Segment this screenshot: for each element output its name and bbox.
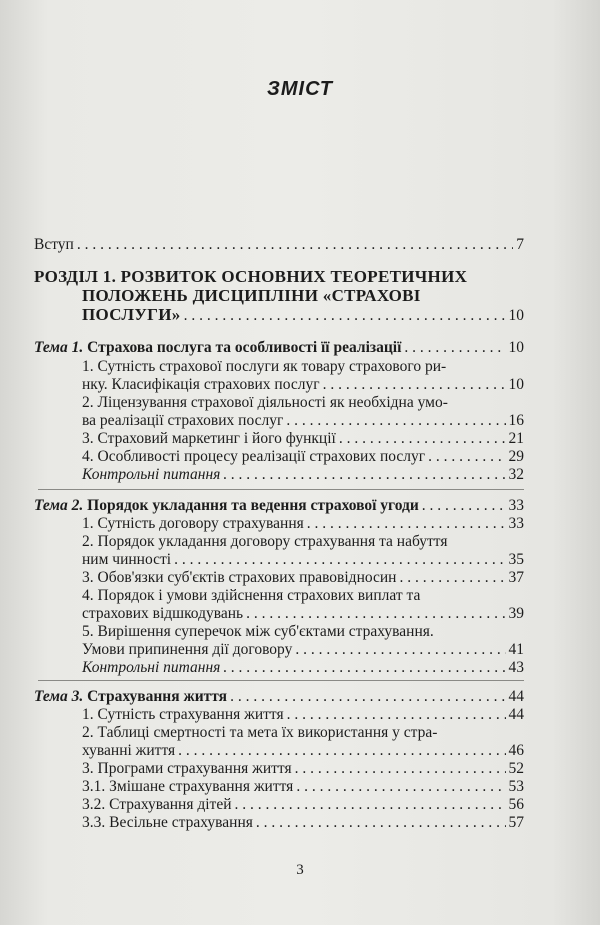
- topic-title: Страхова послуга та особливості її реалізації: [83, 339, 402, 356]
- toc-entry-topic2-item3[interactable]: [82, 569, 524, 587]
- entry-page: 57: [508, 814, 524, 831]
- entry-label: 3. Програми страхування життя: [82, 760, 292, 777]
- toc-entry-topic2-item4[interactable]: [82, 605, 524, 623]
- topic-prefix: Тема 2.: [34, 497, 84, 514]
- entry-label: 3. Страховий маркетинг і його функції: [82, 430, 336, 447]
- section-heading-line2: ПОЛОЖЕНЬ ДИСЦИПЛІНИ «СТРАХОВІ: [82, 286, 421, 305]
- dot-leader: [422, 497, 506, 515]
- entry-page: 10: [508, 376, 524, 393]
- topic2-item2-line1: 2. Порядок укладання договору страхування та набуття: [82, 533, 448, 550]
- dot-leader: [339, 430, 506, 448]
- topic-title: Страхування життя: [83, 688, 228, 705]
- entry-page: 52: [508, 760, 524, 777]
- dot-leader: [428, 448, 505, 466]
- toc-entry-topic1-item2[interactable]: [82, 412, 524, 430]
- entry-page: 56: [508, 796, 524, 813]
- toc-entry-topic1-questions[interactable]: [82, 466, 524, 484]
- toc-entry-topic1-item4[interactable]: [82, 448, 524, 466]
- entry-label: 3.3. Весільне страхування: [82, 814, 253, 831]
- dot-leader: [296, 778, 505, 796]
- dot-leader: [178, 742, 505, 760]
- entry-page: 35: [508, 551, 524, 568]
- entry-page: 10: [508, 307, 524, 324]
- dot-leader: [287, 706, 506, 724]
- topic2-item4-line1: 4. Порядок і умови здійснення страхових виплат та: [82, 587, 421, 604]
- entry-page: 53: [508, 778, 524, 795]
- entry-label: Умови припинення дії договору: [82, 641, 293, 658]
- entry-page: 33: [508, 497, 524, 514]
- dot-leader: [286, 412, 505, 430]
- contents-title: ЗМІСТ: [267, 78, 333, 100]
- dot-leader: [230, 688, 505, 706]
- dot-leader: [246, 605, 505, 623]
- toc-entry-intro[interactable]: [34, 236, 524, 254]
- dot-leader: [235, 796, 506, 814]
- entry-label: Вступ: [34, 236, 74, 253]
- entry-page: 39: [508, 605, 524, 622]
- entry-label: 3. Обов'язки суб'єктів страхових правовідносин: [82, 569, 397, 586]
- entry-page: 33: [508, 515, 524, 532]
- entry-page: 44: [508, 706, 524, 723]
- dot-leader: [223, 659, 505, 677]
- divider: [38, 680, 524, 681]
- dot-leader: [77, 236, 513, 254]
- section-heading-line1: РОЗДІЛ 1. РОЗВИТОК ОСНОВНИХ ТЕОРЕТИЧНИХ: [34, 267, 468, 286]
- entry-page: 10: [508, 339, 524, 356]
- dot-leader: [184, 307, 506, 325]
- entry-page: 7: [516, 236, 524, 253]
- entry-label: 3.2. Страхування дітей: [82, 796, 232, 813]
- toc-entry-topic3-item1[interactable]: [82, 706, 524, 724]
- entry-page: 16: [508, 412, 524, 429]
- entry-page: 44: [508, 688, 524, 705]
- toc-entry-topic-3[interactable]: [34, 688, 524, 706]
- entry-label: 1. Сутність договору страхування: [82, 515, 304, 532]
- divider: [38, 489, 524, 490]
- entry-page: 32: [508, 466, 524, 483]
- toc-entry-section-1[interactable]: [82, 306, 524, 325]
- topic-prefix: Тема 1.: [34, 339, 84, 356]
- topic2-item5-line1: 5. Вирішення суперечок між суб'єктами страхування.: [82, 623, 434, 640]
- toc-entry-topic2-item1[interactable]: [82, 515, 524, 533]
- entry-page: 37: [508, 569, 524, 586]
- page-number: 3: [296, 862, 304, 878]
- entry-label: страхових відшкодувань: [82, 605, 244, 622]
- entry-label: ним чинності: [82, 551, 172, 568]
- toc-entry-topic1-item1[interactable]: [82, 376, 524, 394]
- dot-leader: [399, 569, 505, 587]
- topic1-item1-line1: 1. Сутність страхової послуги як товару страхового ри-: [82, 358, 447, 375]
- dot-leader: [295, 641, 505, 659]
- topic-prefix: Тема 3.: [34, 688, 84, 705]
- entry-page: 29: [508, 448, 524, 465]
- topic1-item2-line1: 2. Ліцензування страхової діяльності як необхідна умо-: [82, 394, 448, 411]
- toc-entry-topic3-item6[interactable]: [82, 814, 524, 832]
- entry-label: хуванні життя: [82, 742, 176, 759]
- topic3-item2-line1: 2. Таблиці смертності та мета їх використання у стра-: [82, 724, 438, 741]
- entry-label: 3.1. Змішане страхування життя: [82, 778, 294, 795]
- toc-entry-topic3-item3[interactable]: [82, 760, 524, 778]
- entry-label: ва реалізації страхових послуг: [82, 412, 284, 429]
- dot-leader: [295, 760, 506, 778]
- toc-entry-topic2-item5[interactable]: [82, 641, 524, 659]
- entry-label: Контрольні питання: [82, 659, 221, 676]
- entry-page: 43: [508, 659, 524, 676]
- dot-leader: [256, 814, 506, 832]
- toc-entry-topic3-item5[interactable]: [82, 796, 524, 814]
- topic-title: Порядок укладання та ведення страхової угоди: [83, 497, 419, 514]
- entry-label: Контрольні питання: [82, 466, 221, 483]
- entry-page: 21: [508, 430, 524, 447]
- toc-entry-topic3-item4[interactable]: [82, 778, 524, 796]
- section-heading-line3: ПОСЛУГИ»: [82, 305, 181, 324]
- entry-label: 4. Особливості процесу реалізації страхових послуг: [82, 448, 426, 465]
- entry-label: нку. Класифікація страхових послуг: [82, 376, 320, 393]
- entry-label: 1. Сутність страхування життя: [82, 706, 284, 723]
- dot-leader: [174, 551, 505, 569]
- toc-entry-topic2-questions[interactable]: [82, 659, 524, 677]
- toc-entry-topic2-item2[interactable]: [82, 551, 524, 569]
- toc-entry-topic1-item3[interactable]: [82, 430, 524, 448]
- entry-page: 41: [508, 641, 524, 658]
- dot-leader: [307, 515, 506, 533]
- toc-entry-topic-1[interactable]: [34, 339, 524, 357]
- toc-entry-topic3-item2[interactable]: [82, 742, 524, 760]
- toc-entry-topic-2[interactable]: [34, 497, 524, 515]
- dot-leader: [323, 376, 506, 394]
- entry-page: 46: [508, 742, 524, 759]
- dot-leader: [223, 466, 505, 484]
- dot-leader: [404, 339, 505, 357]
